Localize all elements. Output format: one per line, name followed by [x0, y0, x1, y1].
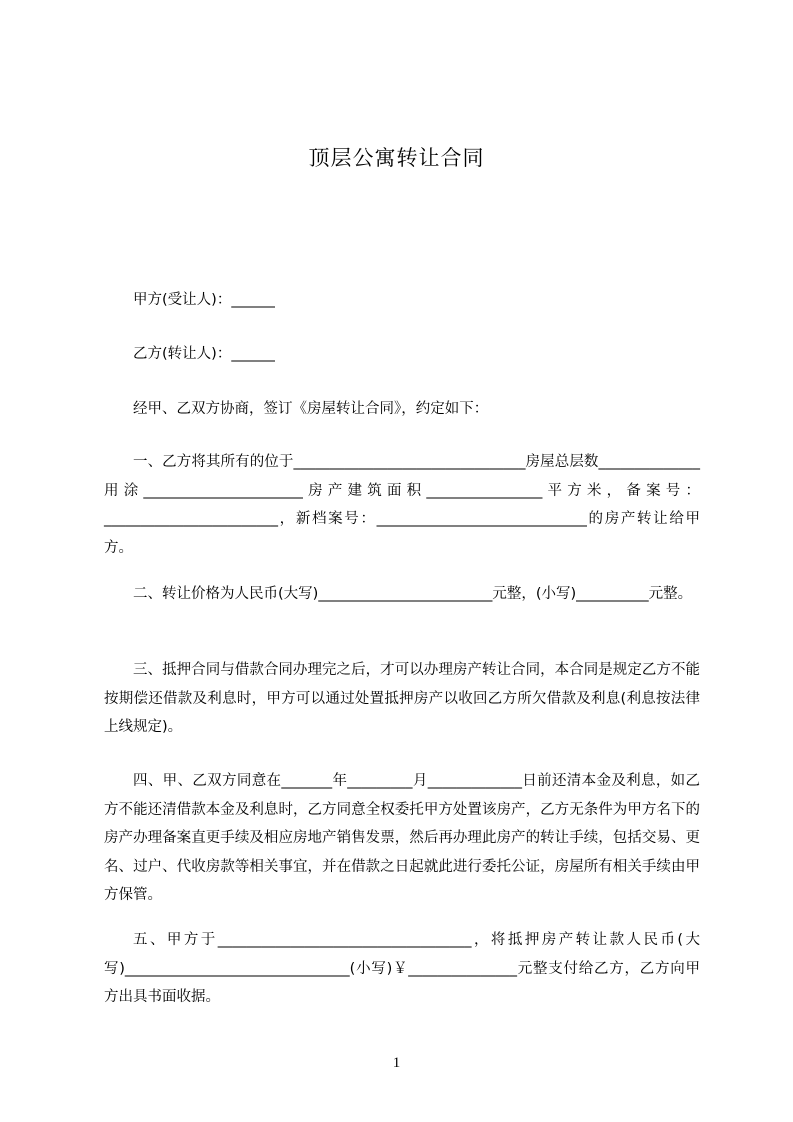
page-number: 1 — [392, 1055, 401, 1071]
document-title: 顶层公寓转让合同 — [308, 146, 485, 170]
clause-5: 五、甲方于___________________________________，将抵押房产转让款人民币(大写)_______________________________(小写)￥_______________元整支付给乙方，乙方向甲方出具书面收据。 — [104, 932, 700, 1005]
party-a-line: 甲方(受让人)：______ — [133, 292, 275, 308]
clause-1: 一、乙方将其所有的位于________________________________房屋总层数______________用涂______________________房产建筑面积________________平方米，备案号：________________________，新档案号：_____________________________的房产转让给甲方。 — [104, 454, 700, 556]
contract-preamble: 经甲、乙双方协商，签订《房屋转让合同》，约定如下： — [133, 401, 489, 417]
party-b-line: 乙方(转让人)：______ — [133, 346, 275, 362]
clause-3: 三、抵押合同与借款合同办理完之后，才可以办理房产转让合同，本合同是规定乙方不能按期偿还借款及利息时，甲方可以通过处置抵押房产以收回乙方所欠借款及利息(利息按法律上线规定)。 — [104, 662, 700, 735]
clause-4: 四、甲、乙双方同意在_______年_________月_____________日前还清本金及利息，如乙方不能还清借款本金及利息时，乙方同意全权委托甲方处置该房产，乙方无条件为甲方名下的房产办理备案直更手续及相应房地产销售发票，然后再办理此房产的转让手续，包括交易、更名、过户、代收房款等相关事宜，并在借款之日起就此进行委托公证，房屋所有相关手续由甲方保管。 — [104, 773, 700, 903]
clause-2: 二、转让价格为人民币(大写)________________________元整，(小写)__________元整。 — [133, 586, 693, 602]
